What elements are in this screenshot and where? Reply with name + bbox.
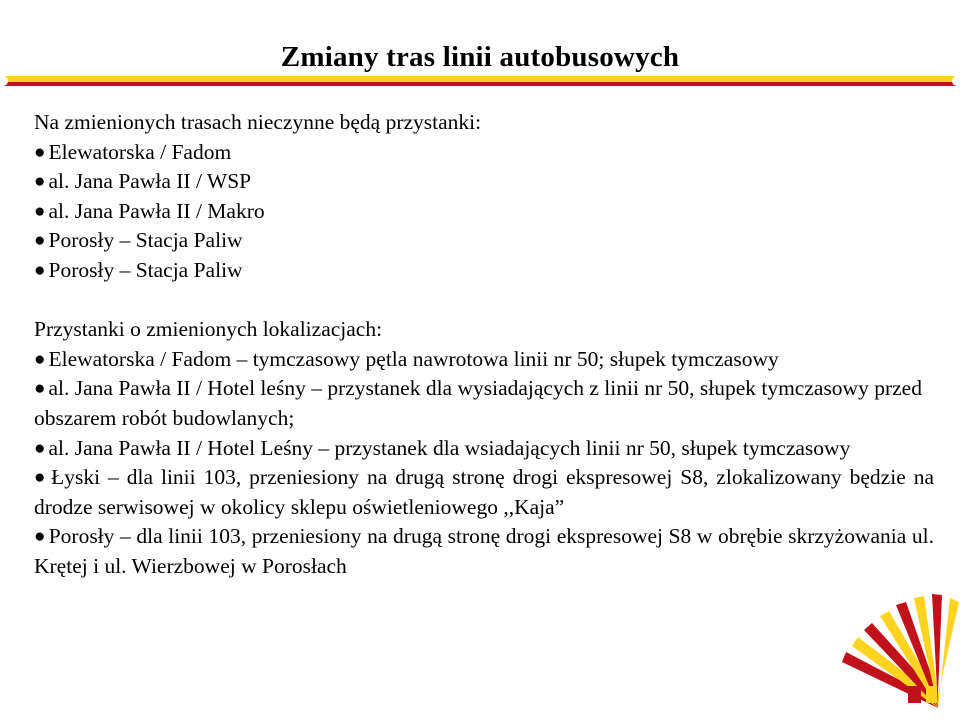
list-item [34,197,934,227]
section-2-heading: Przystanki o zmienionych lokalizacjach: [34,317,383,342]
list-item-label: Porosły – Stacja Paliw [48,228,243,253]
bullet-icon: ● [34,171,46,193]
bullet-icon: ● [34,378,46,400]
bullet-icon: ● [34,259,46,281]
list-item [34,522,934,581]
bullet-icon: ● [34,526,46,548]
list-item [34,226,934,256]
list-item [34,138,934,168]
list-item [34,256,934,286]
list-item [34,463,934,522]
list-item-label: Porosły – dla linii 103, przeniesiony na drugą stronę drogi ekspresowej S8 w obrębie skrzyżowania ul. Krętej i ul. Wierzbowej w Porosłach [34,524,934,578]
bullet-icon: ● [34,348,46,370]
list-item-label: Łyski – dla linii 103, przeniesiony na drugą stronę drogi ekspresowej S8, zlokalizowany będzie na drodze serwisowej w okolicy sklepu oświetleniowego ,,Kaja” [34,465,934,519]
slide-body [34,108,934,582]
list-item-label: al. Jana Pawła II / Hotel leśny – przystanek dla wysiadających z linii nr 50, słupek tymczasowy przed obszarem robót budowlanych; [34,376,922,430]
list-item-label: al. Jana Pawła II / Hotel Leśny – przystanek dla wsiadających linii nr 50, słupek tymczasowy [48,435,851,460]
bullet-icon: ● [34,467,49,489]
section-1-heading: Na zmienionych trasach nieczynne będą przystanki: [34,110,482,134]
list-item-label: al. Jana Pawła II / Makro [48,198,265,223]
list-item [34,434,934,464]
divider-cap-right [952,76,960,86]
list-item [34,374,934,433]
bullet-icon: ● [34,200,46,222]
paragraph-spacer [34,286,934,316]
divider-bar-red [0,82,960,86]
bullet-icon: ● [34,437,46,459]
list-item-label: Elewatorska / Fadom [48,139,232,164]
list-item-label: Elewatorska / Fadom – tymczasowy pętla nawrotowa linii nr 50; słupek tymczasowy [48,346,779,371]
bullet-icon: ● [34,230,46,252]
title-divider [0,76,960,87]
bullet-icon: ● [34,141,46,163]
list-item-label: Porosły – Stacja Paliw [48,257,243,282]
page-title: Zmiany tras linii autobusowych [280,41,680,74]
sunburst-rays-icon [780,580,960,720]
list-item-label: al. Jana Pawła II / WSP [48,169,252,194]
list-item [34,345,934,375]
list-item [34,167,934,197]
